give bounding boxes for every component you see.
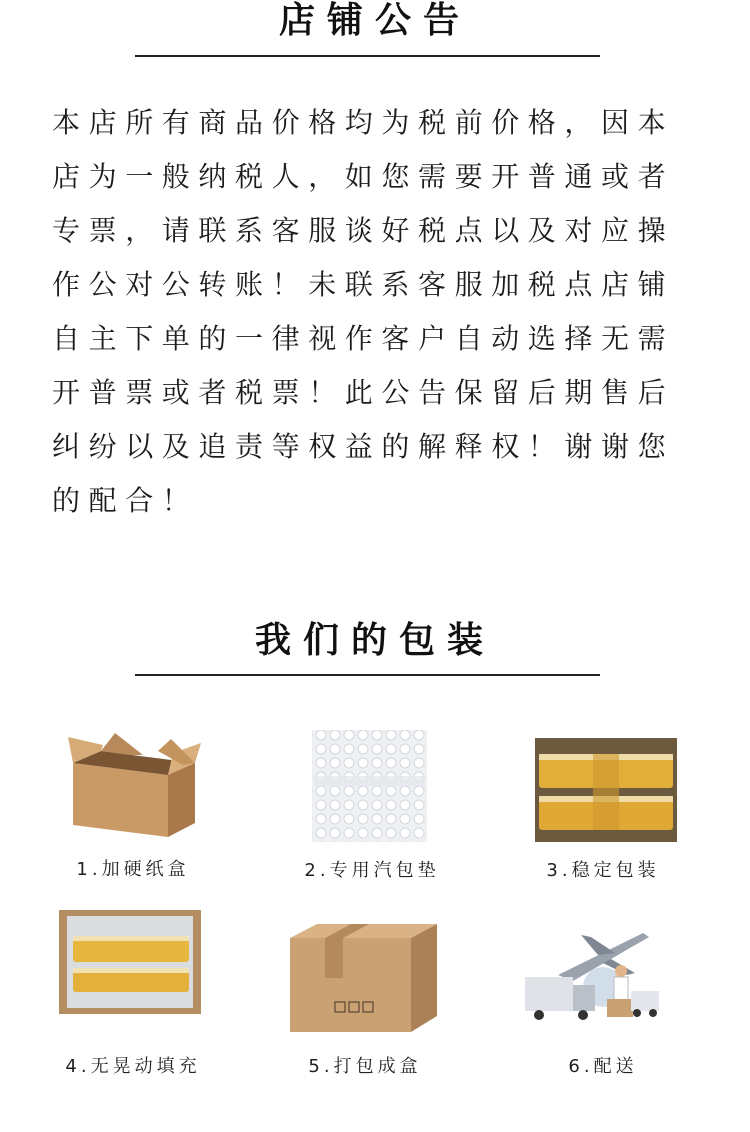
delivery-icon	[503, 915, 703, 1035]
packaging-item-5-caption: 5.打包成盒	[308, 1056, 422, 1077]
box-with-filling-icon	[33, 910, 233, 1030]
notice-body: 本店所有商品价格均为税前价格，因本店为一般纳税人，如您需要开普通或者专票，请联系客服谈好税点以及对应操作公对公转账！未联系客服加税点店铺自主下单的一律视作客户自动选择无需开普票或者税票！此公告保留后期售后纠纷以及追责等权益的解释权！谢谢您的配合！	[52, 106, 675, 517]
notice-title: 店铺公告	[278, 0, 471, 41]
packaging-item-4-caption: 4.无晃动填充	[65, 1056, 201, 1077]
packaging-item-2-caption: 2.专用汽包垫	[304, 860, 440, 881]
packaging-title: 我们的包装	[254, 620, 495, 661]
packaging-item-1-caption: 1.加硬纸盒	[76, 859, 190, 880]
wrapped-parcel-icon	[503, 738, 703, 858]
packaging-item-3-caption: 3.稳定包装	[546, 860, 660, 881]
packaging-title-rule	[135, 674, 600, 676]
sealed-box-icon	[265, 920, 465, 1040]
packaging-item-6-caption: 6.配送	[568, 1056, 638, 1077]
cardboard-box-open-icon	[33, 725, 233, 845]
notice-title-rule	[135, 55, 600, 57]
bubble-wrap-icon	[272, 728, 472, 848]
